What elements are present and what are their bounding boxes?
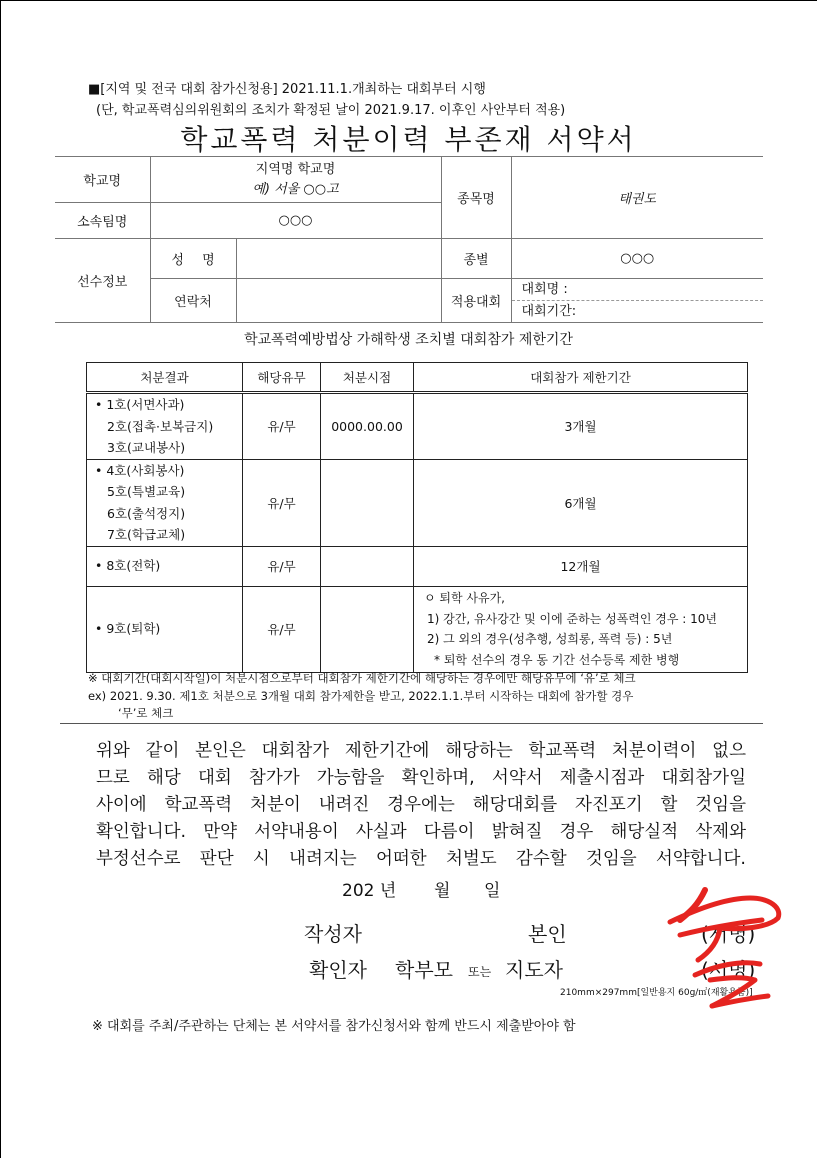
disposition-item: 5호(특별교육) [107,484,186,499]
applicable-cell[interactable]: 유/무 [243,393,321,460]
disposition-cell [87,459,243,546]
info-table [55,156,763,323]
name-value[interactable] [236,239,441,279]
disposition-item: • 8호(전학) [95,558,161,574]
date-year[interactable]: 202 년 [342,881,397,901]
limit-cell: 6개월 [414,459,748,546]
confirmer-coach: 지도자 [505,958,563,982]
player-info-label: 선수정보 [55,239,150,323]
pledge-line: 위와 같이 본인은 대회참가 제한기간에 해당하는 학교폭력 처분이력이 없으 [96,741,746,761]
footnote-3: ‘무’로 체크 [118,706,174,720]
limit-cell [414,586,748,672]
col-date: 처분시점 [321,363,414,393]
contact-label: 연락처 [150,279,236,323]
disposition-item: 7호(학급교체) [107,527,186,542]
writer-label: 작성자 [304,922,362,946]
date-cell[interactable]: 0000.00.00 [321,393,414,460]
event-value[interactable]: 태권도 [511,157,763,239]
disposition-cell [87,586,243,672]
limit-line: ㅇ 퇴학 사유가, [424,591,505,605]
confirmer-sign-mark[interactable]: (서명) [701,958,756,982]
limit-cell: 12개월 [414,546,748,586]
team-label: 소속팀명 [55,203,150,239]
footnote-1: ※ 대회기간(대회시작일)이 처분시점으로부터 대회참가 제한기간에 해당하는 경우에만 해당유무에 ‘유’로 체크 [88,671,636,685]
divider [60,723,763,724]
limit-line: 2) 그 외의 경우(성추행, 성희롱, 폭력 등) : 5년 [427,632,673,646]
school-label: 학교명 [55,157,150,203]
disposition-item: • 4호(사회봉사) [95,462,185,478]
competition-period-label[interactable]: 대회기간: [521,304,577,319]
school-value[interactable] [150,157,441,203]
competition-label: 적용대회 [441,279,511,323]
contact-value[interactable] [236,279,441,323]
pledge-line: 사이에 학교폭력 처분이 내려진 경우에는 해당대회를 자진포기 할 것임을 [96,795,746,815]
pledge-line: 부정선수로 판단 시 내려지는 어떠한 처벌도 감수할 것임을 서약합니다. [96,849,746,869]
footnote-2: ex) 2021. 9.30. 제1호 처분으로 3개월 대회 참가제한을 받고, 2022.1.1.부터 시작하는 대회에 참가할 경우 [88,689,634,703]
date-cell[interactable] [321,459,414,546]
category-value[interactable]: ○○○ [511,239,763,279]
handwritten-signature [650,880,800,1020]
bottom-note: ※ 대회를 주최/주관하는 단체는 본 서약서를 참가신청서와 함께 반드시 제출받아야 함 [92,1019,576,1034]
writer-role: 본인 [528,922,567,946]
applicable-cell[interactable]: 유/무 [243,459,321,546]
school-example: 예) 서울 ○○고 [252,181,339,197]
paper-size-note: 210mm×297mm[일반용지 60g/㎡(재활용품)] [560,988,753,998]
disposition-item: • 1호(서면사과) [95,397,185,412]
limit-line: * 퇴학 선수의 경우 동 기간 선수등록 제한 병행 [434,652,680,667]
document-title: 학교폭력 처분이력 부존재 서약서 [180,123,637,156]
date-day[interactable]: 일 [484,881,501,901]
restriction-table [86,362,748,673]
name-label: 성 명 [150,239,236,279]
applicable-cell[interactable]: 유/무 [243,586,321,672]
disposition-cell [87,546,243,586]
disposition-item: 6호(출석정지) [107,505,186,521]
disposition-cell [87,393,243,460]
notice-line-1: ■[지역 및 전국 대회 참가신청용] 2021.11.1.개최하는 대회부터 시행 [88,82,486,97]
disposition-item: 3호(교내봉사) [107,440,186,455]
event-label: 종목명 [441,157,511,239]
applicable-cell[interactable]: 유/무 [243,546,321,586]
category-label: 종별 [441,239,511,279]
date-cell[interactable] [321,546,414,586]
disposition-item: 2호(접촉·보복금지) [107,418,214,434]
notice-line-2: (단, 학교폭력심의위원회의 조치가 확정된 날이 2021.9.17. 이후인 사안부터 적용) [96,103,566,118]
disposition-item: • 9호(퇴학) [95,621,161,637]
col-applicable: 해당유무 [243,363,321,393]
pledge-line: 확인합니다. 만약 서약내용이 사실과 다름이 밝혀질 경우 해당실적 삭제와 [96,822,746,842]
limit-line: 1) 강간, 유사강간 및 이에 준하는 성폭력인 경우 : 10년 [427,611,718,626]
confirmer-or: 또는 [468,965,492,979]
page-edge-top [0,0,817,1]
competition-cell [511,279,763,323]
confirmer-parent: 학부모 [395,958,453,982]
confirmer-label: 확인자 [309,958,367,982]
writer-sign-mark[interactable]: (서명) [701,922,756,946]
limit-cell: 3개월 [414,393,748,460]
page-edge-left [0,0,1,1158]
date-cell[interactable] [321,586,414,672]
restriction-heading: 학교폭력예방법상 가해학생 조치별 대회참가 제한기간 [244,332,573,348]
pledge-text [96,738,746,873]
school-hint: 지역명 학교명 [255,161,336,177]
competition-name-label[interactable]: 대회명 : [512,279,764,301]
col-limit: 대회참가 제한기간 [414,363,748,393]
pledge-line: 므로 해당 대회 참가가 가능함을 확인하며, 서약서 제출시점과 대회참가일 [96,768,746,788]
col-disposition: 처분결과 [87,363,243,393]
team-value[interactable]: ○○○ [150,203,441,239]
date-month[interactable]: 월 [434,881,451,901]
